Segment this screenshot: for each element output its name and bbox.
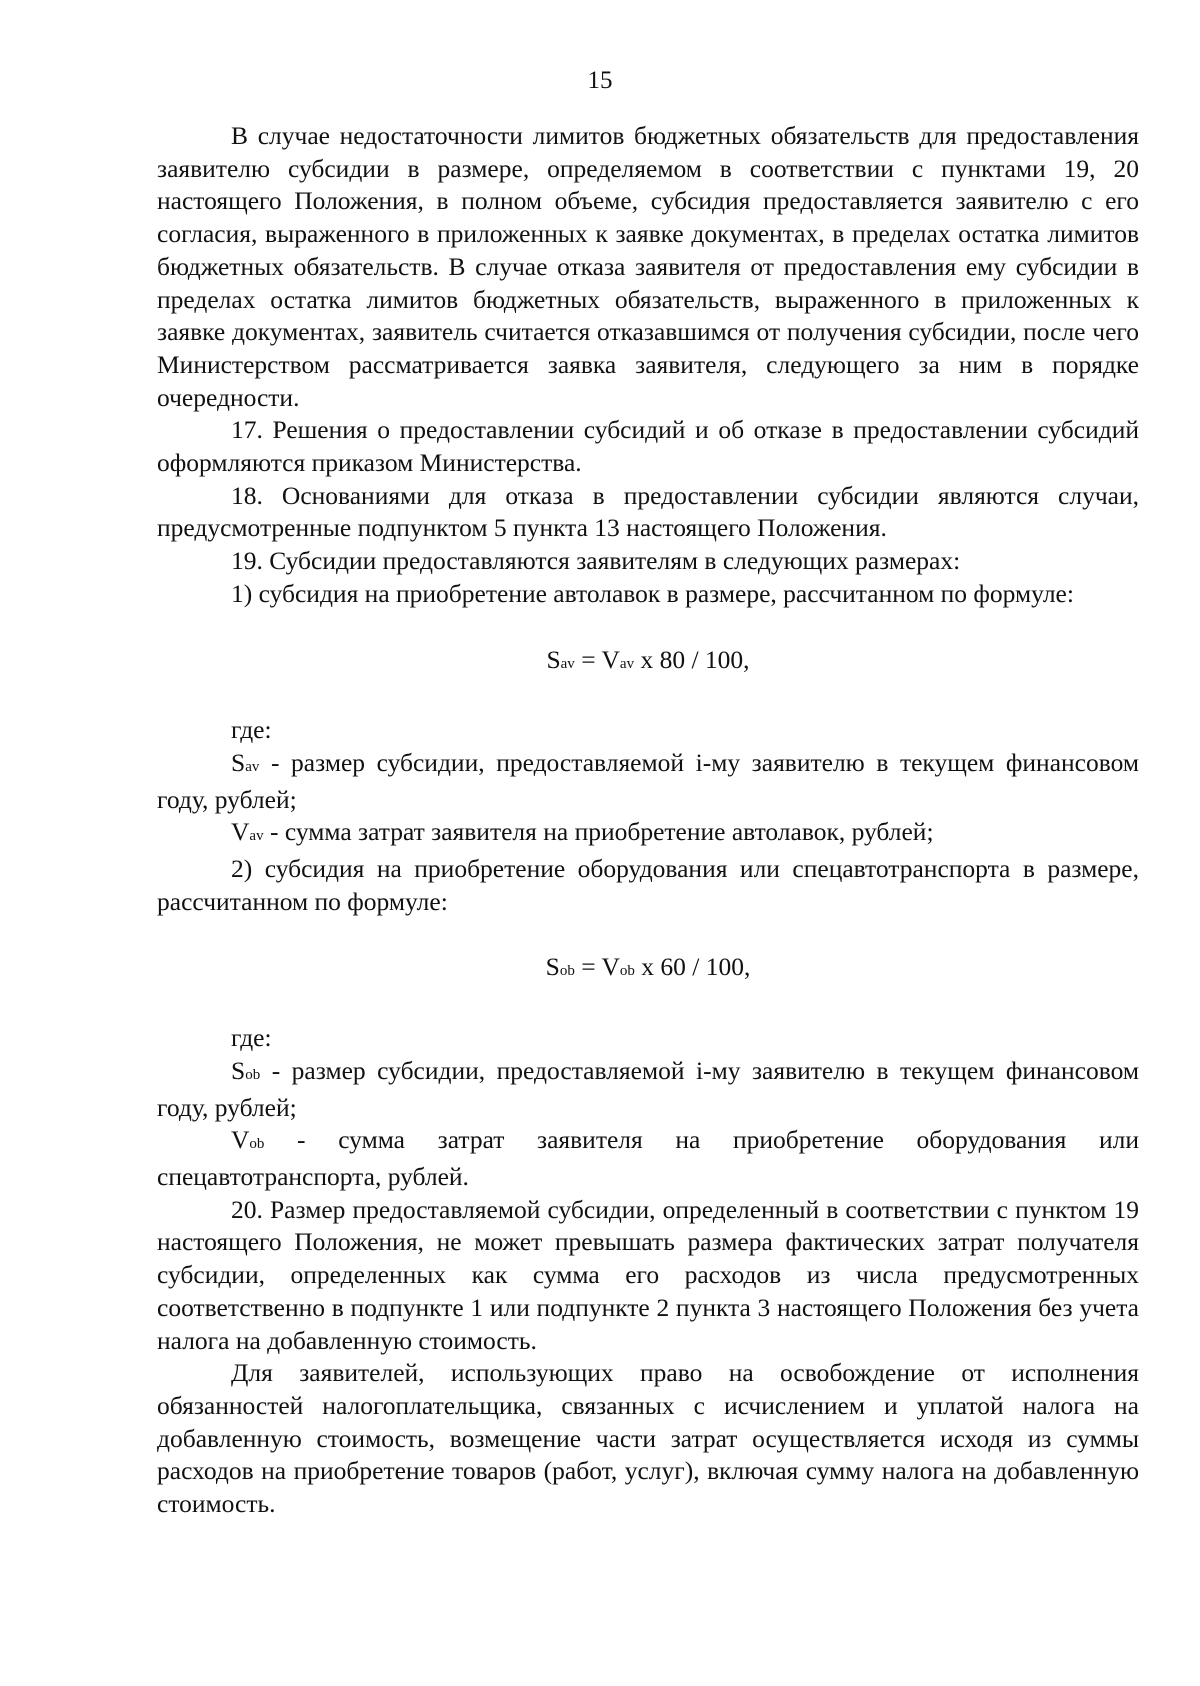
document-body [157, 120, 1139, 1521]
formula-sav-v-sub: av [619, 655, 635, 672]
definition-vob [157, 1124, 1139, 1193]
definition-sav-text: - размер субсидии, предоставляемой i-му заявителю в текущем финансовом году, рублей; [157, 747, 1139, 814]
definition-vob-text: - сумма затрат заявителя на приобретение оборудования или спецавтотранспорта, рублей. [157, 1125, 1139, 1191]
definition-sav-symbol: S [231, 747, 246, 777]
formula-sob-v-sub: ob [619, 963, 635, 980]
paragraph-18: 18. Основаниями для отказа в предоставлении субсидии являются случаи, предусмотренные подпунктом 5 пункта 13 настоящего Положения. [157, 480, 1139, 543]
formula-sob-rest: x 60 / 100, [634, 952, 751, 982]
paragraph-19-2: 2) субсидия на приобретение оборудования или спецавтотранспорта в размере, рассчитанном по формуле: [157, 854, 1139, 916]
formula-sav-s-sub: av [560, 655, 575, 672]
page-number: 15 [587, 67, 613, 94]
formula-sob-v: V [601, 952, 620, 982]
formula-sob-eq: = [574, 952, 602, 982]
formula-sav-s: S [546, 644, 561, 674]
formula-sob-s: S [545, 952, 560, 982]
paragraph-vat: Для заявителей, использующих право на освобождение от исполнения обязанностей налогоплательщика, связанных с исчислением и уплатой налога на добавленную стоимость, возмещение части затрат осуществляется исходя из суммы расходов на приобретение товаров (работ, услуг), включая сумму налога на добавленную стоимость. [157, 1358, 1139, 1519]
paragraph-limits: В случае недостаточности лимитов бюджетных обязательств для предоставления заявителю субсидии в размере, определяемом в соответствии с пунктами 19, 20 настоящего Положения, в полном объеме, субсидия предоставляется заявителю с его согласия, выраженного в приложенных к заявке документах, в пределах остатка лимитов бюджетных обязательств. В случае отказа заявителя от предоставления ему субсидии в пределах остатка лимитов бюджетных обязательств, выраженного в приложенных к заявке документах, заявитель считается отказавшимся от получения субсидии, после чего Министерством рассматривается заявка заявителя, следующего за ним в порядке очередности. [157, 121, 1139, 412]
formula-sav-rest: x 80 / 100, [634, 644, 750, 674]
formula-sav-eq: = [574, 644, 602, 674]
definition-sob-text: - размер субсидии, предоставляемой i-му заявителю в текущем финансовом году, рублей; [157, 1055, 1139, 1122]
formula-sob-s-sub: ob [559, 963, 575, 980]
definition-sob-sub: ob [245, 1066, 261, 1083]
formula-sav [157, 644, 1139, 681]
formula-sob [157, 951, 1139, 988]
definition-vav-sub: av [249, 828, 264, 845]
definition-vav-symbol: V [231, 817, 250, 847]
definition-vav-text: - сумма затрат заявителя на приобретение автолавок, рублей; [263, 817, 934, 847]
formula-sav-v: V [601, 644, 620, 674]
definition-sob-symbol: S [231, 1055, 246, 1085]
definition-sob [157, 1055, 1139, 1124]
definition-vob-symbol: V [231, 1125, 250, 1155]
definition-sav [157, 747, 1139, 816]
definition-vav [157, 816, 1139, 853]
paragraph-19: 19. Субсидии предоставляются заявителям в следующих размерах: [231, 546, 961, 576]
definition-sav-sub: av [245, 758, 260, 775]
where-label-1: где: [231, 715, 272, 745]
paragraph-20: 20. Размер предоставляемой субсидии, определенный в соответствии с пунктом 19 настоящего Положения, не может превышать размера фактических затрат получателя субсидии, определенных как сумма его расходов из числа предусмотренных соответственно в подпункте 1 или подпункте 2 пункта 3 настоящего Положения без учета налога на добавленную стоимость. [157, 1194, 1139, 1355]
paragraph-19-1: 1) субсидия на приобретение автолавок в размере, рассчитанном по формуле: [231, 578, 1074, 608]
where-label-2: где: [231, 1023, 272, 1053]
definition-vob-sub: ob [249, 1136, 265, 1153]
paragraph-17: 17. Решения о предоставлении субсидий и об отказе в предоставлении субсидий оформляются приказом Министерства. [157, 415, 1139, 478]
